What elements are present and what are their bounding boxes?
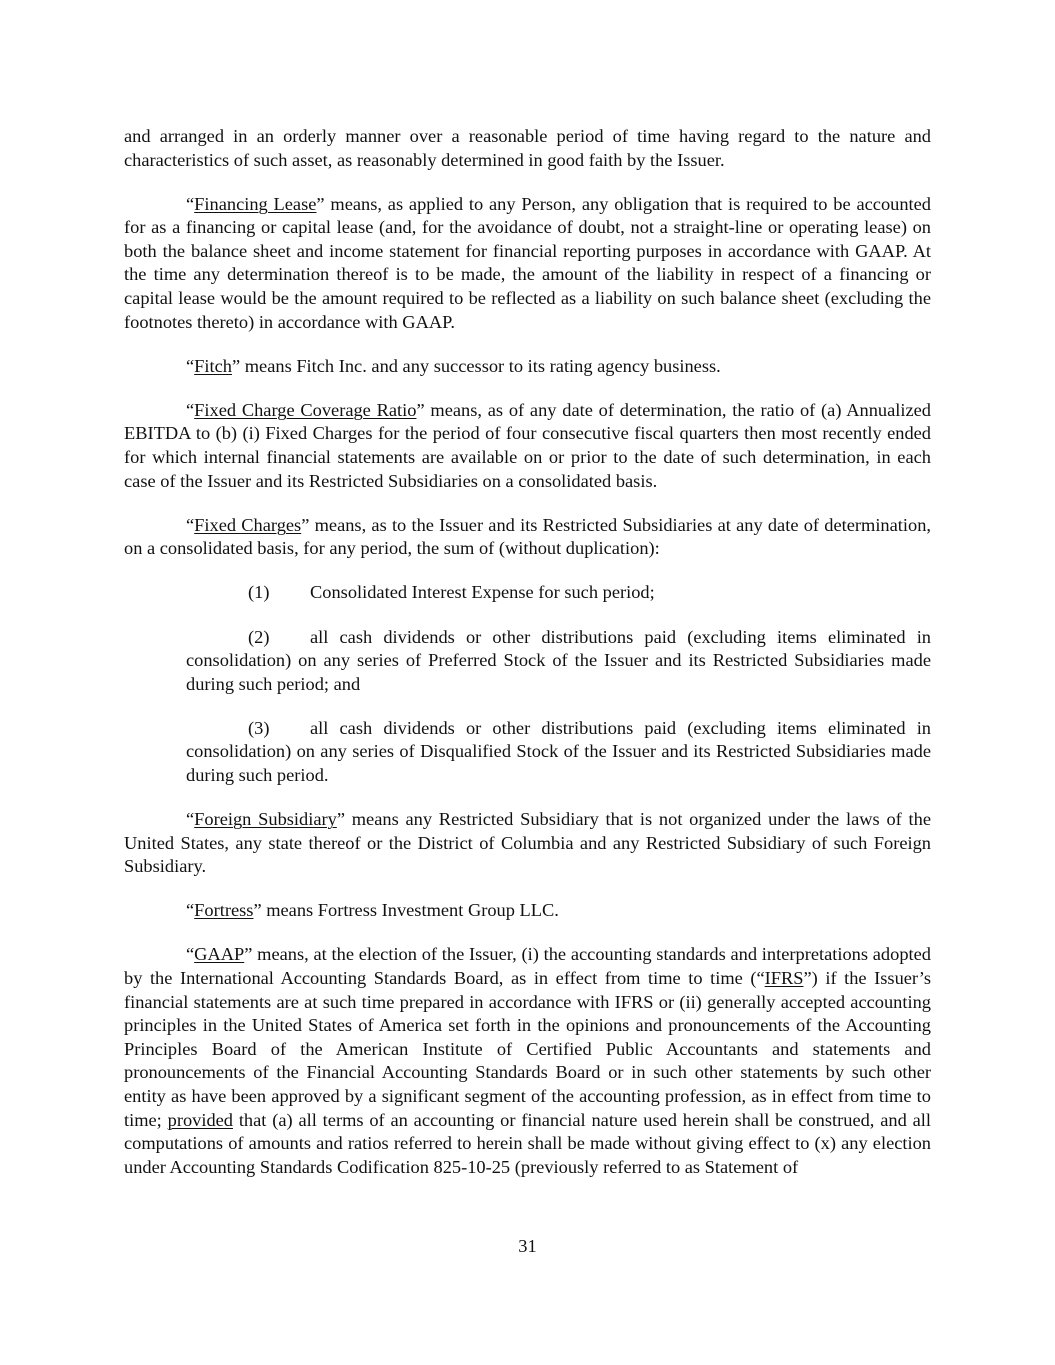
defined-term: Fixed Charge Coverage Ratio (194, 399, 417, 420)
defined-term: GAAP (194, 944, 245, 965)
definition-text: ”) if the Issuer’s financial statements are at such time prepared in accordance with IFRS or (ii) generally accepted accounting principles in the United States of America set forth in the opinions and pronouncements of the Accounting Principles Board of the American Institute of Certified Public Accountants and statements and pronouncements of the Financial Accounting Standards Board or in such other statements by such other entity as have been approved by a significant segment of the accounting profession, as in effect from time to time; (124, 968, 931, 1130)
provided-term: provided (167, 1109, 233, 1130)
definition-foreign-subsidiary: “Foreign Subsidiary” means any Restricted Subsidiary that is not organized under the laws of the United States, any state thereof or the District of Columbia and any Restricted Subsidiary of such Foreign Subsidiary. (124, 809, 931, 877)
definition-text: ” means, at the election of the Issuer, (i) the accounting standards and interpretations adopted by the International Accounting Standards Board, as in effect from time to time (“ (124, 944, 931, 989)
list-item-number: (3) (248, 717, 270, 738)
defined-term-ifrs: IFRS (764, 968, 804, 989)
definition-gaap: “GAAP” means, at the election of the Issuer, (i) the accounting standards and interpretations adopted by the International Accounting Standards Board, as in effect from time to time (“IFRS”) if the Issuer’s financial statements are at such time prepared in accordance with IFRS or (ii) generally accepted accounting principles in the United States of America set forth in the opinions and pronouncements of the Accounting Principles Board of the American Institute of Certified Public Accountants and statements and pronouncements of the Financial Accounting Standards Board or in such other statements by such other entity as have been approved by a significant segment of the accounting profession, as in effect from time to time; provided that (a) all terms of an accounting or financial nature used herein shall be construed, and all computations of amounts and ratios referred to herein shall be made without giving effect to (x) any election under Accounting Standards Codification 825-10-25 (previously referred to as Statement of (124, 944, 931, 1177)
definition-fixed-charge-coverage-ratio: “Fixed Charge Coverage Ratio” means, as of any date of determination, the ratio of (a) Annualized EBITDA to (b) (i) Fixed Charges for the period of four consecutive fiscal quarters then most recently ended for which internal financial statements are available on or prior to the date of such determination, in each case of the Issuer and its Restricted Subsidiaries on a consolidated basis. (124, 399, 931, 491)
definition-fortress: “Fortress” means Fortress Investment Group LLC. (186, 900, 559, 921)
definition-financing-lease: “Financing Lease” means, as applied to any Person, any obligation that is required to be accounted for as a financing or capital lease (and, for the avoidance of doubt, not a straight-line or operating lease) on both the balance sheet and income statement for financial reporting purposes in accordance with GAAP. At the time any determination thereof is to be made, the amount of the liability in respect of a financing or capital lease would be the amount required to be reflected as a liability on such balance sheet (excluding the footnotes thereto) in accordance with GAAP. (124, 193, 931, 332)
continuation-paragraph: and arranged in an orderly manner over a reasonable period of time having regard to the nature and characteristics of such asset, as reasonably determined in good faith by the Issuer. (124, 126, 931, 170)
defined-term: Fixed Charges (194, 514, 302, 535)
defined-term: Fitch (194, 355, 232, 376)
definition-text: ” means, as of any date of determination, the ratio of (a) Annualized EBITDA to (b) (i) Fixed Charges for the period of four consecutive fiscal quarters then most recently ended for which internal financial statements are available on or prior to the date of such determination, in each case of the Issuer and its Restricted Subsidiaries on a consolidated basis. (124, 399, 931, 491)
definition-text: ” means Fortress Investment Group LLC. (253, 900, 559, 921)
definition-text: ” means, as to the Issuer and its Restricted Subsidiaries at any date of determination, on a consolidated basis, for any period, the sum of (without duplication): (124, 514, 931, 559)
definition-text: ” means Fitch Inc. and any successor to its rating agency business. (231, 355, 721, 376)
list-item-2 (186, 626, 931, 697)
list-item-number: (2) (248, 626, 270, 647)
defined-term: Fortress (194, 900, 254, 921)
definition-text: ” means, as applied to any Person, any obligation that is required to be accounted for as a financing or capital lease (and, for the avoidance of doubt, not a straight-line or operating lease) on both the balance sheet and income statement for financial reporting purposes in accordance with GAAP. At the time any determination thereof is to be made, the amount of the liability in respect of a financing or capital lease would be the amount required to be reflected as a liability on such balance sheet (excluding the footnotes thereto) in accordance with GAAP. (124, 193, 931, 332)
list-item-3 (186, 717, 931, 788)
defined-term: Foreign Subsidiary (194, 809, 337, 830)
definition-fixed-charges: “Fixed Charges” means, as to the Issuer and its Restricted Subsidiaries at any date of determination, on a consolidated basis, for any period, the sum of (without duplication): (124, 514, 931, 559)
definition-text: that (a) all terms of an accounting or financial nature used herein shall be construed, and all computations of amounts and ratios referred to herein shall be made without giving effect to (x) any election under Accounting Standards Codification 825-10-25 (previously referred to as Statement of (124, 1109, 931, 1177)
list-item-text: all cash dividends or other distributions paid (excluding items eliminated in consolidation) on any series of Disqualified Stock of the Issuer and its Restricted Subsidiaries made during such period. (186, 717, 931, 785)
page-number: 31 (518, 1236, 537, 1256)
document-page (124, 125, 931, 1200)
definition-text: ” means any Restricted Subsidiary that is not organized under the laws of the United States, any state thereof or the District of Columbia and any Restricted Subsidiary of such Foreign Subsidiary. (124, 809, 931, 877)
list-item-text: all cash dividends or other distributions paid (excluding items eliminated in consolidation) on any series of Preferred Stock of the Issuer and its Restricted Subsidiaries made during such period; and (186, 626, 931, 694)
defined-term: Financing Lease (194, 193, 317, 214)
list-item-text: Consolidated Interest Expense for such period; (310, 582, 655, 603)
list-item-number: (1) (248, 582, 270, 603)
list-item-1 (186, 581, 931, 605)
definition-fitch: “Fitch” means Fitch Inc. and any successor to its rating agency business. (186, 355, 721, 376)
